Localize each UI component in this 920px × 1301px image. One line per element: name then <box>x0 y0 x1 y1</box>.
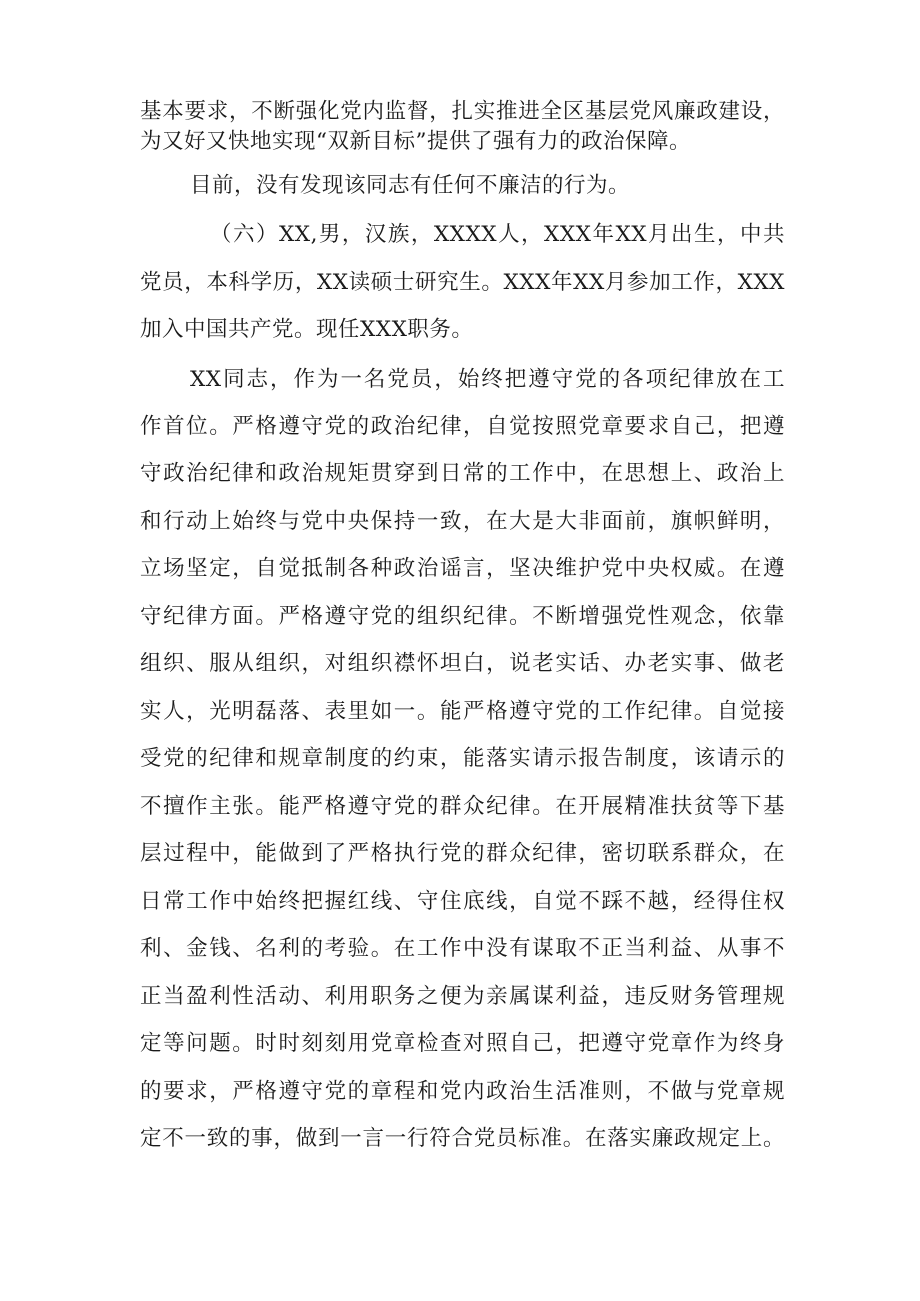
text-line: （六）XX,男，汉族，XXXX人，XXX年XX月出生，中共 <box>210 222 785 247</box>
text-line: XX同志，作为一名党员，始终把遵守党的各项纪律放在工 <box>190 367 785 392</box>
text-line: 党员，本科学历，XX读硕士研究生。XXX年XX月参加工作，XXX <box>140 270 785 295</box>
text-line: 目前，没有发现该同志有任何不廉洁的行为。 <box>190 173 631 198</box>
text-line: 为又好又快地实现“双新目标”提供了强有力的政治保障。 <box>140 129 691 154</box>
text-line: 的要求，严格遵守党的章程和党内政治生活准则，不做与党章规 <box>140 1079 785 1104</box>
text-line: 日常工作中始终把握红线、守住底线，自觉不踩不越，经得住权 <box>140 889 785 914</box>
text-line: 受党的纪律和规章制度的约束，能落实请示报告制度，该请示的 <box>140 746 785 771</box>
text-line: 定等问题。时时刻刻用党章检查对照自己，把遵守党章作为终身 <box>140 1031 785 1056</box>
text-line: 组织、服从组织，对组织襟怀坦白，说老实话、办老实事、做老 <box>140 651 785 676</box>
text-line: 基本要求，不断强化党内监督，扎实推进全区基层党风廉政建设， <box>140 99 785 124</box>
text-line: 和行动上始终与党中央保持一致，在大是大非面前，旗帜鲜明， <box>140 509 785 534</box>
text-line: 加入中国共产党。现任XXX职务。 <box>140 317 474 342</box>
text-line: 守政治纪律和政治规矩贯穿到日常的工作中，在思想上、政治上 <box>140 461 785 486</box>
text-line: 守纪律方面。严格遵守党的组织纪律。不断增强党性观念，依靠 <box>140 604 785 629</box>
text-line: 实人，光明磊落、表里如一。能严格遵守党的工作纪律。自觉接 <box>140 699 785 724</box>
text-line: 作首位。严格遵守党的政治纪律，自觉按照党章要求自己，把遵 <box>140 414 785 439</box>
text-line: 层过程中，能做到了严格执行党的群众纪律，密切联系群众，在 <box>140 841 785 866</box>
text-line: 利、金钱、名利的考验。在工作中没有谋取不正当利益、从事不 <box>140 936 785 961</box>
text-line: 定不一致的事，做到一言一行符合党员标准。在落实廉政规定上。 <box>140 1126 785 1151</box>
text-line: 正当盈利性活动、利用职务之便为亲属谋利益，违反财务管理规 <box>140 984 785 1009</box>
text-line: 立场坚定，自觉抵制各种政治谣言，坚决维护党中央权威。在遵 <box>140 556 785 581</box>
text-line: 不擅作主张。能严格遵守党的群众纪律。在开展精准扶贫等下基 <box>140 794 785 819</box>
